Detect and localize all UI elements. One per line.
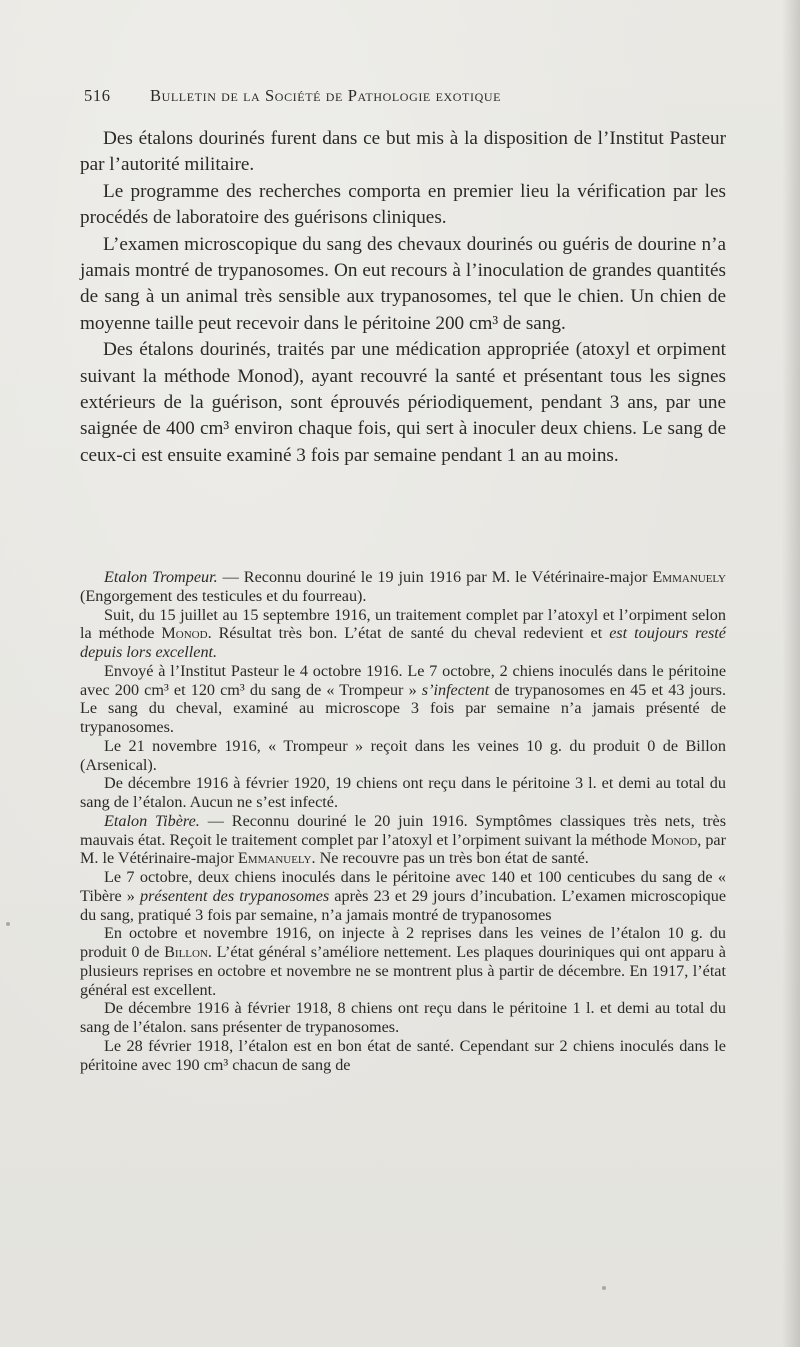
person-name: Monod — [161, 624, 208, 643]
trompeur-paragraph-5: De décembre 1916 à février 1920, 19 chiens ont reçu dans le péritoine 3 l. et demi au total du sang de l’étalon. Aucun ne s’est infecté. — [80, 774, 726, 811]
text-run: Le 7 octobre, deux chiens inoculés dans le péritoine avec 140 et 100 centicubes du sang de « Tibère » — [80, 868, 726, 905]
tibere-paragraph-1 — [80, 812, 726, 868]
text-run: , par M. le Vétérinaire-major — [80, 830, 726, 868]
tibere-paragraph-3 — [80, 924, 726, 999]
text-run: — Reconnu douriné le 19 juin 1916 par M. le Vétérinaire-major — [217, 568, 653, 586]
text-run: Suit, du 15 juillet au 15 septembre 1916, un traitement complet par l’atoxyl et l’orpiment selon la méthode — [80, 605, 726, 643]
tibere-heading: Etalon Tibère. — [104, 811, 200, 830]
intro-paragraph: L’examen microscopique du sang des chevaux dourinés ou guéris de dourine n’a jamais montré de trypanosomes. On eut recours à l’inoculation de grandes quantités de sang à un animal très sensible aux trypanosomes, tel que le chien. Un chien de moyenne taille peut recevoir dans le péritoine 200 cm³ de sang. — [80, 233, 726, 334]
intro-paragraph: Le programme des recherches comporta en premier lieu la vérification par les procédés de laboratoire des guérisons cliniques. — [80, 180, 726, 229]
journal-title: Bulletin de la Société de Pathologie exotique — [150, 86, 502, 105]
text-run: En octobre et novembre 1916, on injecte à 2 reprises dans les veines de l’étalon 10 g. du produit 0 de — [80, 924, 726, 961]
trompeur-heading: Etalon Trompeur. — [104, 568, 218, 586]
page-edge-shadow — [782, 0, 800, 1347]
text-run: (Engorgement des testicules et du fourreau). — [80, 586, 367, 605]
emphasis: présentent des trypanosomes — [140, 886, 330, 905]
page-number: 516 — [84, 86, 111, 105]
person-name: Billon — [164, 943, 208, 961]
text-run: . L’état général s’améliore nettement. Les plaques douriniques qui ont apparu à plusieurs reprises en octobre et novembre ne se montrent plus à partir de décembre. En 1917, l’état général est excellent. — [80, 943, 726, 999]
tibere-paragraph-4: De décembre 1916 à février 1918, 8 chiens ont reçu dans le péritoine 1 l. et demi au total du sang de l’étalon. sans présenter de trypanosomes. — [80, 999, 726, 1036]
tibere-paragraph-5: Le 28 février 1918, l’étalon est en bon état de santé. Cependant sur 2 chiens inoculés dans le péritoine avec 190 cm³ chacun de sang de — [80, 1036, 726, 1074]
intro-paragraph: Des étalons dourinés, traités par une médication appropriée (atoxyl et orpiment suivant la méthode Monod), ayant recouvré la santé et présentant tous les signes extérieurs de la guérison, sont éprouvés périodiquement, pendant 3 ans, par une saignée de 400 cm³ environ chaque fois, qui sert à inoculer deux chiens. Le sang de ceux-ci est ensuite examiné 3 fois par semaine pendant 1 an au moins. — [80, 339, 726, 466]
intro-section — [80, 126, 726, 469]
emphasis: est toujours resté depuis lors excellent. — [80, 624, 726, 661]
text-run: après 23 et 29 jours d’incubation. L’examen microscopique du sang, pratiqué 3 fois par semaine, n’a jamais montré de trypanosomes — [80, 886, 727, 924]
running-header — [84, 86, 724, 106]
case-reports — [80, 568, 726, 1074]
intro-paragraph: Des étalons dourinés furent dans ce but mis à la disposition de l’Institut Pasteur par l’autorité militaire. — [80, 128, 726, 176]
text-run: Envoyé à l’Institut Pasteur le 4 octobre 1916. Le 7 octobre, 2 chiens inoculés dans le péritoine avec 200 cm³ et 120 cm³ du sang de « Trompeur » — [80, 661, 726, 699]
trompeur-paragraph-2 — [80, 606, 726, 662]
person-name: Emmanuely — [652, 568, 726, 586]
trompeur-paragraph-1 — [80, 568, 726, 606]
text-run: — Reconnu douriné le 20 juin 1916. Symptômes classiques très nets, très mauvais état. Reçoit le traitement complet par l’atoxyl et l’orpiment suivant la méthode — [80, 811, 726, 849]
trompeur-paragraph-4: Le 21 novembre 1916, « Trompeur » reçoit dans les veines 10 g. du produit 0 de Billon (Arsenical). — [80, 736, 726, 774]
trompeur-paragraph-3 — [80, 662, 726, 737]
paper-speck — [602, 1286, 606, 1290]
text-run: de trypanosomes en 45 et 43 jours. Le sang du cheval, examiné au microscope 3 fois par semaine n’a jamais présenté de trypanosomes. — [80, 680, 726, 736]
person-name: Monod — [651, 830, 698, 849]
tibere-paragraph-2 — [80, 868, 726, 924]
person-name: Emmanuely — [237, 849, 312, 868]
paper-speck — [6, 922, 10, 926]
emphasis: s’infectent — [421, 680, 490, 699]
text-run: . Résultat très bon. L’état de santé du cheval redevient et — [207, 624, 610, 643]
text-run: . Ne recouvre pas un très bon état de santé. — [311, 849, 589, 868]
